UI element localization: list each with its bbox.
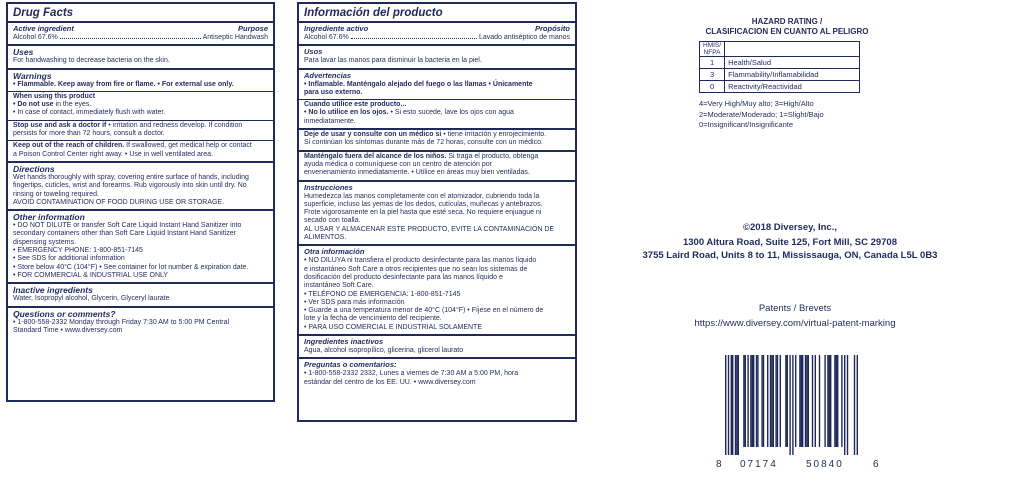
warnings-section — [8, 68, 273, 91]
hazard-rating-table — [699, 41, 860, 93]
other-info-section — [8, 209, 273, 282]
barcode-bar — [750, 355, 751, 447]
company-address-1: 1300 Altura Road, Suite 125, Fort Mill, SC 29708 — [682, 237, 897, 248]
hazard-rating-title — [662, 17, 912, 37]
leader-dots — [351, 38, 477, 39]
barcode-bar — [787, 355, 788, 447]
barcode-bar — [836, 355, 837, 447]
spanish-stop-use-section — [299, 128, 575, 150]
barcode-group-2: 50840 — [806, 459, 844, 470]
hazard-label: Reactivity/Reactividad — [725, 81, 860, 93]
barcode-bar — [780, 355, 781, 447]
barcode-bar — [812, 355, 813, 447]
spanish-keep-out-label: Manténgalo fuera del alcance de los niños. — [304, 152, 447, 160]
barcode-bar — [743, 355, 744, 447]
questions-line: • 1-800-558-2332 Monday through Friday 7:30 AM to 5:00 PM Central — [13, 318, 230, 326]
questions-section — [8, 306, 273, 338]
barcode-bar — [802, 355, 803, 447]
drug-facts-title: Drug Facts — [8, 4, 273, 23]
barcode-bar — [844, 355, 845, 455]
barcode-bar — [841, 355, 842, 447]
active-ingredient-section — [8, 23, 273, 44]
spanish-keep-out-line: envenenamiento inmediatamente. • Utilice en áreas muy bien ventiladas. — [304, 169, 530, 177]
barcode-bar — [827, 355, 828, 447]
spanish-other-info-line: instantáneo Soft Care. — [304, 282, 374, 290]
other-info-line: • EMERGENCY PHONE: 1-800-851-7145 — [13, 247, 143, 255]
barcode-bar — [824, 355, 825, 447]
purpose-label: Purpose — [237, 24, 268, 33]
hazard-title-line: CLASIFICACION EN CUANTO AL PELIGRO — [705, 27, 869, 36]
spanish-keep-out-line: ayuda médica o comuníquese con un centro de atención por — [304, 160, 492, 168]
spanish-active-ingredient-label: Ingrediente activo — [304, 24, 369, 33]
barcode-bar — [736, 355, 737, 455]
spanish-other-info-line: lote y la fecha de vencimiento del recipiente. — [304, 315, 442, 323]
purpose-value: Antiseptic Handwash — [202, 34, 268, 41]
directions-line: Wet hands thoroughly with spray, covering entire surface of hands, including — [13, 173, 249, 181]
warnings-text: • Flammable. Keep away from fire or flame. • For external use only. — [13, 80, 234, 88]
spanish-other-info-heading: Otra información — [304, 247, 365, 257]
barcode-bar — [770, 355, 771, 447]
barcode-bar — [785, 355, 786, 447]
barcode-bar — [829, 355, 830, 447]
directions-section — [8, 161, 273, 209]
hazard-row — [700, 69, 860, 81]
barcode-bar — [792, 355, 793, 455]
spanish-when-using-section — [299, 99, 575, 128]
barcode-bar — [830, 355, 831, 447]
barcode-bar — [819, 355, 820, 447]
spanish-directions-line: superficie, incluso las yemas de los dedos, cutículas, muñecas y antebrazos. — [304, 200, 543, 208]
spanish-other-info-line: dosificación del producto desinfectante para las manos líquido e — [304, 273, 503, 281]
spanish-directions-line: Humedezca las manos completamente con el atomizador, cubriendo toda la — [304, 192, 540, 200]
barcode-bar — [732, 355, 733, 455]
barcode-bar — [761, 355, 762, 447]
spanish-other-info-line: • TELÉFONO DE EMERGENCIA: 1-800-851-7145 — [304, 290, 461, 298]
spanish-other-info-section — [299, 244, 575, 334]
barcode-bar — [834, 355, 835, 447]
hazard-value: 3 — [700, 69, 725, 81]
spanish-directions-line: secado con toalla. — [304, 217, 361, 225]
questions-line: Standard Time • www.diversey.com — [13, 326, 123, 334]
spanish-inactive-section — [299, 334, 575, 357]
uses-section — [8, 44, 273, 67]
directions-heading: Directions — [13, 163, 55, 174]
spanish-stop-use-label: Deje de usar y consulte con un médico si — [304, 131, 442, 139]
barcode-bar — [725, 355, 726, 455]
when-using-heading: When using this product — [13, 92, 96, 100]
do-not-use-text: in the eyes. — [53, 101, 92, 109]
barcode-bar — [752, 355, 753, 447]
spanish-other-info-line: • NO DILUYA ni transfiera el producto desinfectante para las manos líquido — [304, 257, 537, 265]
hazard-title-line: HAZARD RATING / — [751, 17, 823, 26]
hmis-nfpa-header — [700, 42, 725, 57]
barcode-bar — [771, 355, 772, 447]
spanish-questions-section — [299, 357, 575, 389]
directions-line: rinsing or toweling required. — [13, 190, 99, 198]
upc-barcode — [725, 355, 865, 455]
spanish-when-using-heading: Cuando utilice este producto... — [304, 101, 407, 109]
barcode-bar — [857, 355, 858, 455]
barcode-bar — [756, 355, 757, 447]
spanish-warnings-line: • Inflamable. Manténgalo alejado del fuego o las llamas • Únicamente — [304, 80, 533, 88]
patents-label: Patents / Brevets — [758, 303, 832, 314]
barcode-bar — [847, 355, 848, 455]
when-using-section — [8, 91, 273, 120]
barcode-bar — [801, 355, 802, 447]
spanish-other-info-line: • Ver SDS para más información — [304, 298, 405, 306]
spanish-keep-out-section — [299, 150, 575, 180]
other-info-line: • DO NOT DILUTE or transfer Soft Care Liquid Instant Hand Sanitizer into — [13, 222, 242, 230]
barcode-bar — [757, 355, 758, 447]
hazard-row — [700, 57, 860, 69]
spanish-directions-section — [299, 180, 575, 245]
barcode-bar — [775, 355, 776, 447]
hmis-header-text: HMIS/ — [703, 42, 722, 49]
keep-out-section — [8, 140, 273, 161]
leader-dots — [60, 38, 201, 39]
barcode-digit-right: 6 — [873, 459, 879, 470]
barcode-bar — [854, 355, 855, 455]
spanish-when-using-text-2: inmediatamente. — [304, 117, 356, 125]
patents-url[interactable]: https://www.diversey.com/virtual-patent-marking — [694, 318, 896, 329]
keep-out-label: Keep out of the reach of children. — [13, 142, 125, 150]
other-info-line: • FOR COMMERCIAL & INDUSTRIAL USE ONLY — [13, 271, 169, 279]
keep-out-text: If swallowed, get medical help or contact — [124, 142, 252, 150]
hazard-legend — [699, 99, 824, 131]
spanish-directions-line: ALIMENTOS. — [304, 234, 347, 242]
hazard-legend-line: 4=Very High/Muy alto; 3=High/Alto — [699, 99, 814, 108]
stop-use-label: Stop use and ask a doctor if — [13, 121, 107, 129]
barcode-group-1: 07174 — [740, 459, 778, 470]
hazard-legend-line: 0=Insignificant/Insignificante — [699, 120, 794, 129]
spanish-directions-heading: Instrucciones — [304, 182, 353, 192]
spanish-other-info-line: • PARA USO COMERCIAL E INDUSTRIAL SOLAMENTE — [304, 323, 483, 331]
spanish-questions-line: • 1-800-558-2332 2332, Lunes a viernes de 7:30 AM a 5:00 PM, hora — [304, 370, 519, 378]
stop-use-section — [8, 120, 273, 141]
stop-use-text-2: persists for more than 72 hours, consult a doctor. — [13, 130, 165, 138]
active-ingredient-label: Active ingredient — [13, 24, 74, 33]
spanish-questions-heading: Preguntas o comentarios: — [304, 360, 397, 370]
spanish-warnings-line: para uso externo. — [304, 88, 363, 96]
barcode-bar — [805, 355, 806, 447]
barcode-bar — [728, 355, 729, 455]
inactive-heading: Inactive ingredients — [13, 285, 93, 296]
barcode-digit-left: 8 — [716, 459, 722, 470]
directions-line: fingertips, cuticles, wrist and forearms. Rub vigorously into skin until dry. No — [13, 182, 247, 190]
hazard-label: Health/Salud — [725, 57, 860, 69]
stop-use-text: • irritation and redness develop. If condition — [106, 121, 243, 129]
spanish-do-not-use-text: • Si esto sucede, lave los ojos con agua — [388, 109, 514, 117]
barcode-bar — [753, 355, 754, 447]
hazard-label: Flammability/Inflamabilidad — [725, 69, 860, 81]
spanish-title: Información del producto — [299, 4, 575, 23]
spanish-active-ingredient-value: Alcohol 67.6% — [304, 34, 349, 41]
other-info-line: secondary containers other than Soft Care Liquid Instant Hand Sanitizer — [13, 230, 236, 238]
spanish-do-not-use-label: • No lo utilice en los ojos. — [304, 109, 389, 117]
spanish-other-info-line: e instantáneo Soft Care a otros recipientes que no sean los sistemas de — [304, 265, 528, 273]
barcode-bar — [808, 355, 809, 447]
warnings-heading: Warnings — [13, 70, 52, 81]
spanish-uses-text: Para lavar las manos para disminuir la bacteria en la piel. — [304, 57, 482, 65]
spanish-directions-line: Frote vigorosamente en la piel hasta que esté seca. No requiere enjuague ni — [304, 209, 542, 217]
barcode-bar — [747, 355, 748, 447]
inactive-section — [8, 282, 273, 305]
spanish-inactive-text: Agua, alcohol isopropílico, glicerina, glicerol laurato — [304, 347, 464, 355]
nfpa-header-text: NFPA — [703, 49, 721, 56]
spanish-purpose-value: Lavado antiséptico de manos — [478, 34, 570, 41]
questions-heading: Questions or comments? — [13, 308, 116, 319]
spanish-purpose-label: Propósito — [535, 24, 570, 33]
barcode-bar — [773, 355, 774, 447]
barcode-bar — [767, 355, 768, 447]
other-info-line: • See SDS for additional information — [13, 255, 125, 263]
barcode-bar — [763, 355, 764, 447]
drug-facts-panel — [6, 2, 275, 402]
hazard-value: 1 — [700, 57, 725, 69]
hazard-row — [700, 81, 860, 93]
spanish-warnings-heading: Advertencias — [304, 70, 352, 80]
hazard-header-row — [700, 42, 860, 57]
inactive-text: Water, Isopropyl alcohol, Glycerin, Glyceryl laurate — [13, 295, 170, 303]
spanish-other-info-line: • Guarde a una temperatura menor de 40°C (104°F) • Fíjese en el número de — [304, 307, 544, 315]
barcode-bar — [738, 355, 739, 455]
barcode-bar — [745, 355, 746, 447]
company-address-2: 3755 Laird Road, Units 8 to 11, Mississauga, ON, Canada L5L 0B3 — [642, 250, 938, 261]
spanish-stop-use-text-2: Si continúan los síntomas durante más de 72 horas, consulte con un médico. — [304, 139, 543, 147]
barcode-bar — [731, 355, 732, 455]
active-ingredient-value: Alcohol 67.6% — [13, 34, 58, 41]
other-info-line: dispensing systems. — [13, 238, 77, 246]
spanish-uses-heading: Usos — [304, 47, 323, 57]
spanish-questions-line: estándar del centro de los EE. UU. • www.diversey.com — [304, 378, 476, 386]
spanish-inactive-heading: Ingredientes inactivos — [304, 337, 384, 347]
spanish-stop-use-text: • tiene irritación y enrojecimiento. — [441, 131, 547, 139]
hazard-value: 0 — [700, 81, 725, 93]
directions-line: AVOID CONTAMINATION OF FOOD DURING USE OR STORAGE. — [13, 198, 225, 206]
hazard-legend-line: 2=Moderate/Moderado; 1=Slight/Bajo — [699, 109, 824, 119]
spanish-uses-section — [299, 44, 575, 67]
uses-heading: Uses — [13, 47, 34, 58]
hazard-header-blank — [725, 42, 860, 57]
barcode-bar — [795, 355, 796, 447]
flush-text: • In case of contact, immediately flush with water. — [13, 109, 166, 117]
barcode-bar — [837, 355, 838, 447]
barcode-bar — [777, 355, 778, 447]
barcode-bar — [806, 355, 807, 447]
company-copyright: ©2018 Diversey, Inc., — [743, 222, 837, 233]
barcode-bar — [799, 355, 800, 447]
spanish-drug-facts-panel — [297, 2, 577, 422]
spanish-directions-line: AL USAR Y ALMACENAR ESTE PRODUCTO, EVITE LA CONTAMINACIÓN DE — [304, 225, 555, 233]
barcode-bar — [789, 355, 790, 455]
spanish-keep-out-text: Si traga el producto, obtenga — [446, 152, 539, 160]
uses-text: For handwashing to decrease bacteria on the skin. — [13, 57, 170, 65]
keep-out-text-2: a Poison Control Center right away. • Use in well ventilated area. — [13, 150, 213, 158]
do-not-use-label: • Do not use — [13, 101, 54, 109]
spanish-active-ingredient-section — [299, 23, 575, 44]
barcode-bar — [815, 355, 816, 447]
barcode-bar — [735, 355, 736, 455]
other-info-heading: Other information — [13, 212, 85, 223]
spanish-warnings-section — [299, 68, 575, 100]
other-info-line: • Store below 40°C (104°F) • See container for lot number & expiration date. — [13, 263, 249, 271]
